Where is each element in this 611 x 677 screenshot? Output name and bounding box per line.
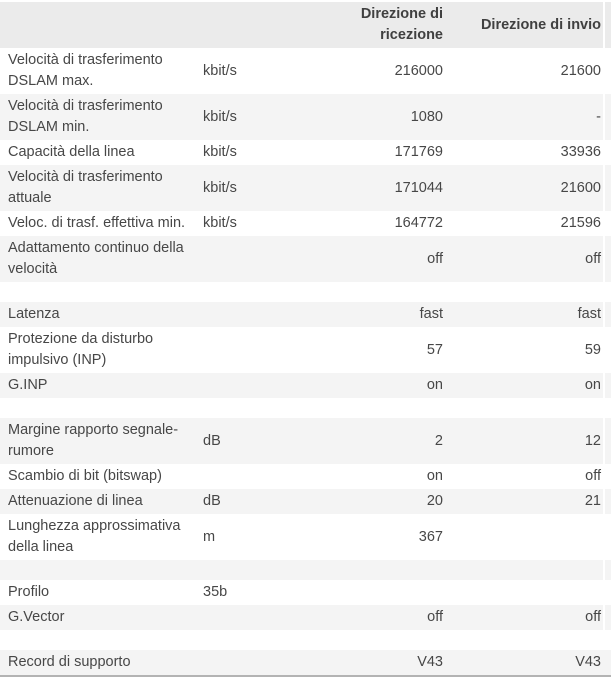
- row-label-cell: Velocità di trasferimento attuale: [8, 169, 163, 206]
- row-label-cell: Velocità di trasferimento DSLAM max.: [8, 52, 163, 89]
- table-row: [0, 211, 611, 236]
- row-ricezione-value: 171044: [394, 179, 443, 196]
- row-ricezione-value: on: [426, 377, 443, 393]
- row-invio-value: V43: [575, 654, 601, 670]
- row-invio-value: 21600: [560, 62, 601, 79]
- row-label-cell: G.Vector: [8, 609, 65, 625]
- row-unit-cell: dB: [203, 493, 221, 509]
- table-row: [0, 489, 611, 514]
- row-invio-value: off: [585, 609, 601, 625]
- row-label-cell: Record di supporto: [8, 654, 131, 670]
- row-invio-value: off: [585, 468, 601, 484]
- separator-row: [0, 560, 611, 580]
- row-ricezione-value: 20: [426, 493, 443, 509]
- table-row: [0, 327, 611, 373]
- row-invio-value: 21: [584, 493, 601, 509]
- table-row: [0, 514, 611, 560]
- row-ricezione-value: 1080: [410, 108, 443, 125]
- table-row: [0, 418, 611, 464]
- row-ricezione-value: 164772: [394, 215, 443, 231]
- row-label-cell: Latenza: [8, 306, 60, 322]
- row-invio-value: on: [584, 377, 601, 393]
- separator-row: [0, 630, 611, 650]
- table-row: [0, 94, 611, 140]
- row-ricezione-value: fast: [419, 306, 443, 322]
- row-ricezione-value: 367: [418, 528, 443, 545]
- row-ricezione-value: 57: [426, 341, 443, 358]
- table-row: [0, 605, 611, 630]
- row-unit-cell: kbit/s: [203, 62, 237, 79]
- row-unit-cell: m: [203, 528, 216, 545]
- row-label-cell: Margine rapporto segnale-rumore: [8, 422, 179, 459]
- row-invio-value: -: [596, 108, 601, 125]
- row-label-cell: G.INP: [8, 377, 48, 393]
- table-row: [0, 373, 611, 398]
- separator-row: [0, 398, 611, 418]
- row-label-cell: Attenuazione di linea: [8, 493, 143, 509]
- column-separator-line: [603, 2, 605, 649]
- row-label-cell: Profilo: [8, 584, 50, 600]
- row-ricezione-value: 216000: [394, 62, 443, 79]
- dsl-info-table: [0, 2, 611, 675]
- row-invio-value: fast: [577, 306, 601, 322]
- row-ricezione-value: 171769: [394, 144, 443, 160]
- separator-row: [0, 282, 611, 302]
- row-ricezione-value: on: [426, 468, 443, 484]
- table-header-row: [0, 2, 611, 48]
- row-unit-cell: kbit/s: [203, 108, 237, 125]
- table-row: [0, 165, 611, 211]
- row-invio-value: 59: [584, 341, 601, 358]
- row-label-cell: Lunghezza approssimativa della linea: [8, 518, 181, 555]
- row-ricezione-value: off: [427, 250, 443, 267]
- row-unit-cell: kbit/s: [203, 215, 237, 231]
- header-direzione-ricezione: Direzione di ricezione: [360, 6, 443, 43]
- table-row: [0, 140, 611, 165]
- row-invio-value: 21596: [560, 215, 601, 231]
- row-unit-cell: dB: [203, 432, 221, 449]
- row-unit-cell: kbit/s: [203, 179, 237, 196]
- table-row: [0, 236, 611, 282]
- header-direzione-invio: Direzione di invio: [480, 16, 601, 33]
- row-label-cell: Scambio di bit (bitswap): [8, 468, 162, 484]
- row-unit-cell: 35b: [203, 584, 228, 600]
- table-row: [0, 302, 611, 327]
- row-label-cell: Protezione da disturbo impulsivo (INP): [8, 331, 154, 368]
- table-row: [0, 650, 611, 675]
- row-ricezione-value: 2: [434, 432, 443, 449]
- row-label-cell: Velocità di trasferimento DSLAM min.: [8, 98, 163, 135]
- table-row: [0, 580, 611, 605]
- row-invio-value: 21600: [560, 179, 601, 196]
- row-ricezione-value: off: [427, 609, 443, 625]
- row-invio-value: 12: [584, 432, 601, 449]
- row-label-cell: Adattamento continuo della velocità: [8, 240, 184, 277]
- row-label-cell: Capacità della linea: [8, 144, 135, 160]
- row-label-cell: Veloc. di trasf. effettiva min.: [8, 215, 186, 231]
- row-invio-value: 33936: [560, 144, 601, 160]
- row-unit-cell: kbit/s: [203, 144, 237, 160]
- table-row: [0, 48, 611, 94]
- table-row: [0, 464, 611, 489]
- row-ricezione-value: V43: [417, 654, 443, 670]
- row-invio-value: off: [585, 250, 601, 267]
